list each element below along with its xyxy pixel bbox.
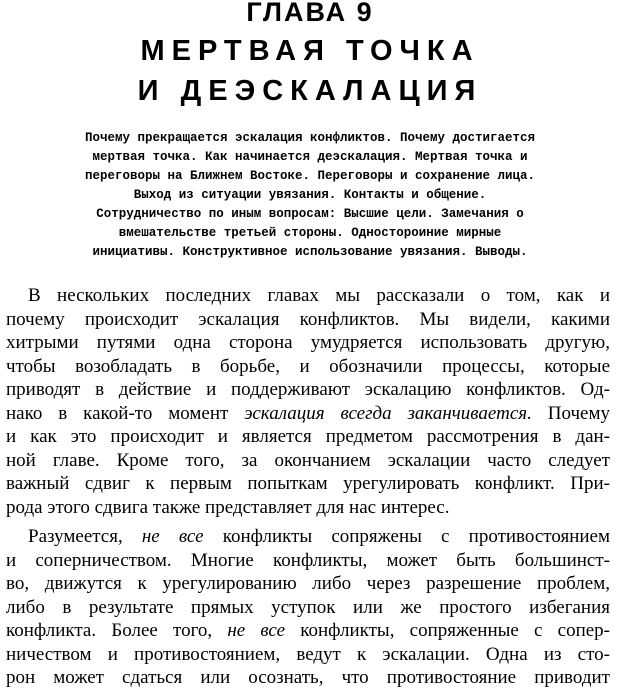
text-line: ничеством и противостоянием, ведут к эскалации. Одна из сто- — [6, 643, 610, 665]
summary-line: Сотрудничество по иным вопросам: Высшие цели. Замечания о — [96, 207, 524, 221]
body-text — [6, 284, 610, 690]
text-line: либо в результате прямых уступок или же простого избегания — [6, 596, 610, 618]
emphasized-text: эскалация всегда заканчивается. — [244, 402, 532, 424]
text-segment: Разумеется, — [28, 526, 123, 547]
text-line: чтобы возобладать в борьбе, и обозначили процессы, которые — [6, 355, 610, 377]
chapter-number: ГЛАВА 9 — [246, 0, 374, 27]
text-line — [6, 619, 610, 643]
summary-line: переговоры на Ближнем Востоке. Переговоры и сохранение лица. — [84, 169, 536, 183]
text-line: и как это происходит и является предметом рассмотрения в дан- — [6, 426, 610, 447]
summary-line: Выход из ситуации увязания. Контакты и общение. — [133, 188, 487, 202]
text-line: во, движутся к урегулированию либо через разрешение проблем, — [6, 573, 610, 594]
text-line: ной главе. Кроме того, за окончанием эскалации часто следует — [6, 449, 610, 471]
text-line: В нескольких последних главах мы рассказали о том, как и — [28, 285, 610, 306]
text-line: почему происходит эскалация конфликтов. Мы видели, какими — [6, 308, 610, 330]
chapter-summary — [30, 129, 590, 262]
text-line: важный сдвиг к первым попыткам урегулировать конфликт. При- — [6, 473, 610, 494]
text-line: хитрыми путями одна сторона умудряется использовать другую, — [6, 332, 610, 353]
chapter-title-line-1: МЕРТВАЯ ТОЧКА — [140, 35, 480, 67]
summary-line: Почему прекращается эскалация конфликтов. Почему достигается — [84, 131, 536, 145]
paragraph-1 — [6, 284, 610, 519]
chapter-title-line-2: И ДЕЭСКАЛАЦИЯ — [137, 75, 483, 107]
text-segment: конфликты, сопряженные с сопер- — [300, 620, 611, 641]
emphasized-text: не все — [141, 526, 204, 547]
text-line — [6, 525, 610, 549]
text-line: рода этого сдвига также представляет для нас интерес. — [6, 496, 450, 518]
summary-line: мертвая точка. Как начинается деэскалация. Мертвая точка и — [92, 150, 528, 164]
text-segment: конфликты сопряжены с противостоянием — [222, 526, 611, 547]
emphasized-text: не все — [227, 620, 286, 641]
text-segment: Почему — [547, 402, 611, 424]
paragraph-2 — [6, 525, 610, 690]
text-line: рон может сдаться или осознать, что противостояние приводит — [6, 667, 610, 688]
text-segment: нако в какой-то момент — [6, 402, 229, 424]
text-line: приводят в действие и поддерживают эскалацию конфликтов. Од- — [6, 379, 610, 400]
text-line — [6, 402, 610, 426]
text-segment: конфликта. Более того, — [6, 620, 213, 641]
text-line: и соперничеством. Многие конфликты, может быть большинст- — [6, 549, 610, 571]
summary-line: инициативы. Конструктивное использование увязания. Выводы. — [92, 245, 528, 259]
summary-line: вмешательстве третьей стороны. Одностороиние мирные — [118, 226, 502, 240]
